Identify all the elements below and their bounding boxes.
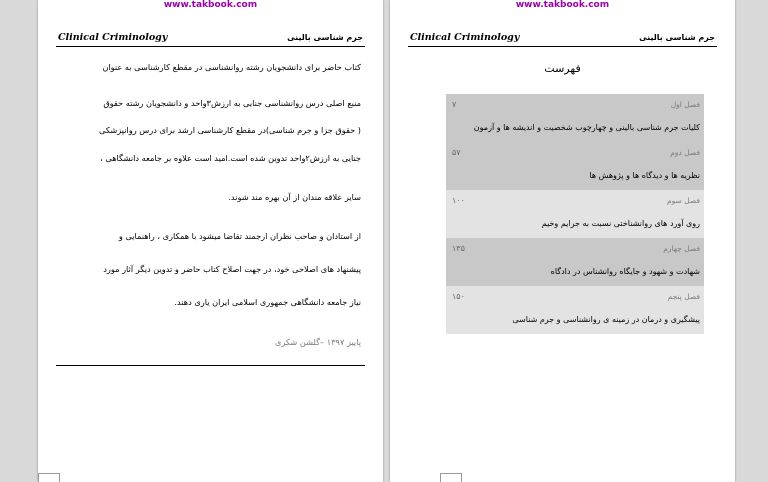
footer-rule bbox=[56, 365, 365, 366]
page-number-box bbox=[440, 473, 462, 482]
toc-entry[interactable] bbox=[446, 190, 704, 238]
toc-title: فهرست bbox=[544, 62, 581, 75]
toc-page-number: ۱۳۵ bbox=[452, 244, 465, 253]
page-number-box bbox=[38, 473, 60, 482]
page-header bbox=[408, 32, 717, 47]
toc-chapter-label: فصل پنجم bbox=[667, 292, 700, 301]
toc-entry[interactable] bbox=[446, 286, 704, 334]
toc-page-number: ۷ bbox=[452, 100, 457, 109]
preface-line: نیاز جامعه دانشگاهی جمهوری اسلامی ایران یاری دهند. bbox=[174, 297, 361, 307]
toc-page-number: ۱۵۰ bbox=[452, 292, 465, 301]
header-persian-title: جرم شناسی بالینی bbox=[287, 33, 363, 42]
toc-chapter-name: روی آورد های روانشناختی نسبت به جرایم وخیم bbox=[541, 219, 700, 228]
toc-chapter-name: نظریه ها و دیدگاه ها و پژوهش ها bbox=[589, 171, 700, 180]
site-url[interactable]: www.takbook.com bbox=[163, 0, 258, 10]
header-persian-title: جرم شناسی بالینی bbox=[639, 33, 715, 42]
toc-chapter-label: فصل چهارم bbox=[663, 244, 700, 253]
toc-chapter-name: پیشگیری و درمان در زمینه ی روانشناسی و جرم شناسی bbox=[512, 315, 700, 324]
toc-chapter-name: شهادت و شهود و جایگاه روانشناس در دادگاه bbox=[550, 267, 700, 276]
header-latin-title: Clinical Criminology bbox=[410, 32, 520, 43]
preface-line: پیشنهاد های اصلاحی خود، در جهت اصلاح کتاب حاضر و تدوین دیگر آثار مورد bbox=[103, 264, 361, 274]
preface-line: جنایی به ارزش۲واحد تدوین شده است.امید است علاوه بر جامعه دانشگاهی ، bbox=[100, 153, 361, 163]
toc-entry[interactable] bbox=[446, 94, 704, 142]
left-page bbox=[38, 0, 383, 482]
toc-chapter-label: فصل اول bbox=[670, 100, 700, 109]
toc-page-number: ۵۷ bbox=[452, 148, 461, 157]
toc-chapter-label: فصل دوم bbox=[670, 148, 700, 157]
preface-text bbox=[60, 0, 361, 482]
preface-line: منبع اصلی درس روانشناسی جنایی به ارزش۳واحد و دانشجویان رشته حقوق bbox=[103, 98, 361, 108]
preface-line: سایر علاقه مندان از آن بهره مند شوند. bbox=[228, 192, 361, 202]
site-url[interactable]: www.takbook.com bbox=[515, 0, 610, 10]
header-latin-title: Clinical Criminology bbox=[58, 32, 168, 43]
toc-chapter-label: فصل سوم bbox=[667, 196, 700, 205]
toc-page-number: ۱۰۰ bbox=[452, 196, 465, 205]
toc-entry[interactable] bbox=[446, 238, 704, 286]
preface-line: از استادان و صاحب نظران ارجمند تقاضا میشود با همکاری ، راهنمایی و bbox=[118, 231, 361, 241]
toc-entry[interactable] bbox=[446, 142, 704, 190]
right-page bbox=[390, 0, 735, 482]
toc-chapter-name: کلیات جرم شناسی بالینی و چهارچوب شخصیت و اندیشه ها و آزمون bbox=[473, 123, 700, 132]
preface-line: کتاب حاضر برای دانشجویان رشته روانشناسی در مقطع کارشناسی به عنوان bbox=[102, 62, 361, 72]
toc-table bbox=[446, 94, 704, 334]
preface-line: ( حقوق جزا و جرم شناسی)در مقطع کارشناسی ارشد برای درس روانپزشکی bbox=[99, 125, 361, 135]
preface-signature: پاییز ۱۳۹۷ –گلشن شکری bbox=[274, 337, 361, 347]
